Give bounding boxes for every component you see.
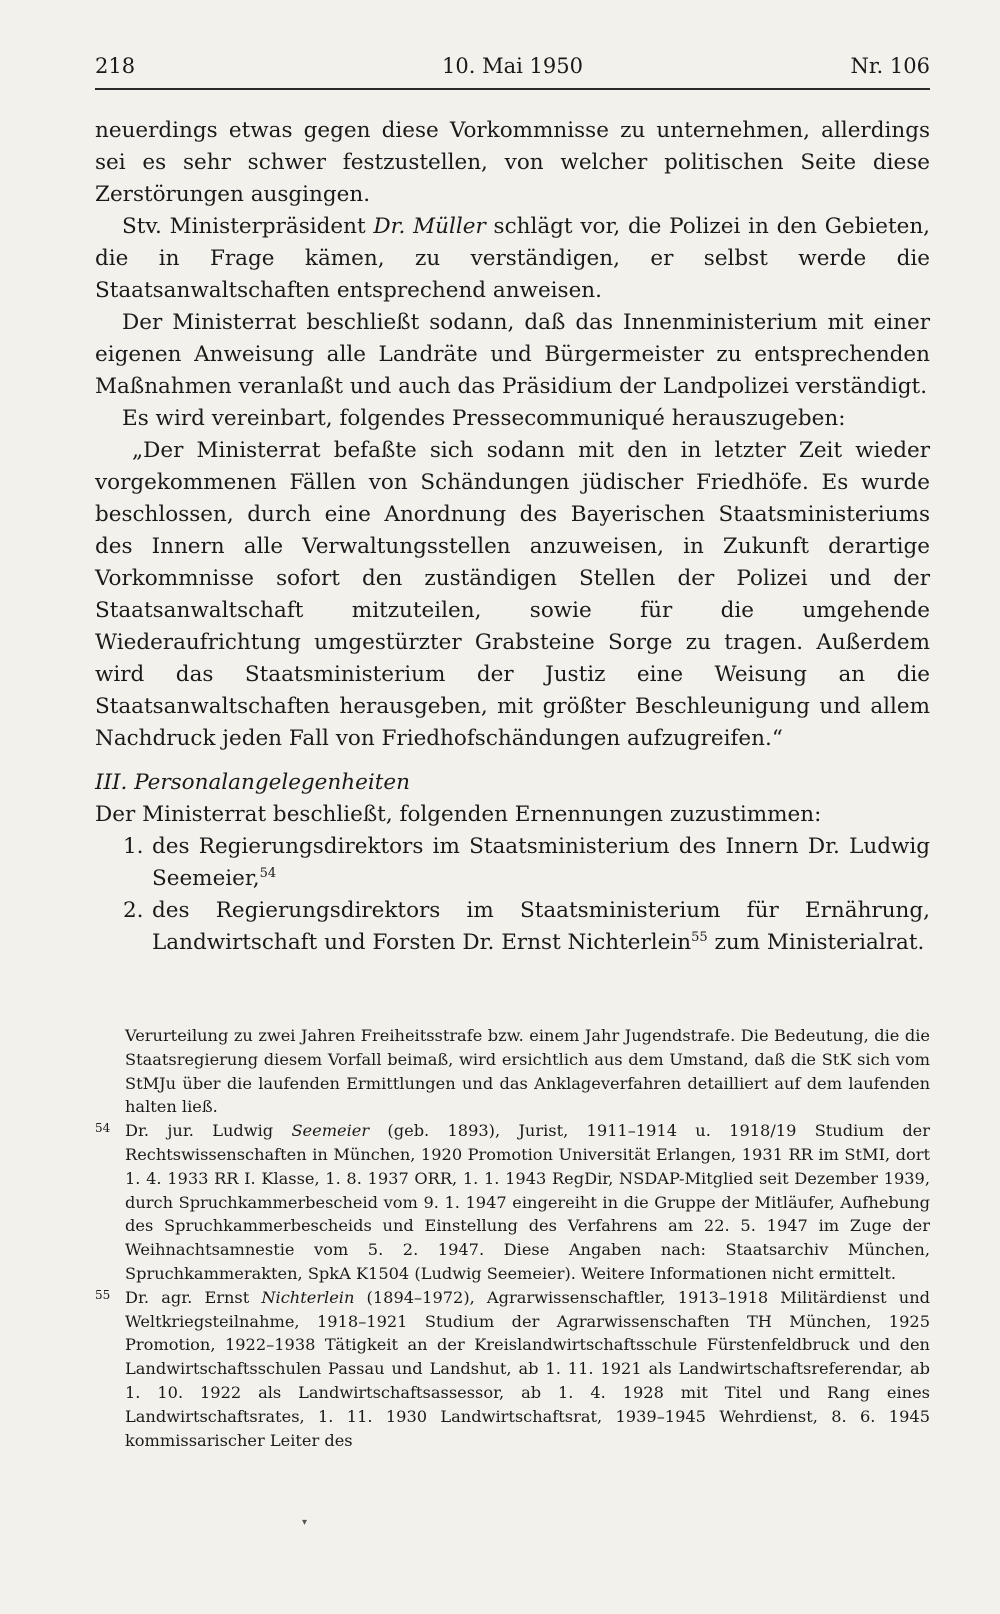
paragraph-4: Es wird vereinbart, folgendes Pressecommuniqué herauszugeben: [122,406,846,431]
footnote-text: (geb. 1893), Jurist, 1911–1914 u. 1918/19 Studium der Rechtswissenschaften in München, 1920 Promotion Universität Erlangen, 1931 RR im StMI, dort 1. 4. 1933 RR I. Klasse, 1. 8. 1937 ORR, 1. 1. 1943 RegDir, NSDAP-Mitglied seit Dezember 1939, durch Spruchkammerbescheid vom 9. 1. 1947 eingereiht in die Gruppe der Mitläufer, Aufhebung des Spruchkammerbescheids und Einstellung des Verfahrens am 22. 5. 1947 im Zuge der Weihnachtsamnestie vom 5. 2. 1947. Diese Angaben nach: Staatsarchiv München, Spruchkammerakten, SpkA K1504 (Ludwig Seemeier). Weitere Informationen nicht ermittelt. [125,1121,931,1283]
footnote-person: Nichterlein [261,1287,355,1307]
page-number: 218 [95,54,136,78]
press-communique: „Der Ministerrat befaßte sich sodann mit den in letzter Zeit wieder vorgekommenen Fällen von Schändungen jüdischer Friedhöfe. Es wurde beschlossen, durch eine Anordnung des Bayerischen Staatsministeriums des Innern alle Verwaltungsstellen anzuweisen, in Zukunft derartige Vorkommnisse sofort den zuständigen Stellen der Polizei und der Staatsanwaltschaft mitzuteilen, sowie für die umgehende Wiederaufrichtung umgestürzter Grabsteine Sorge zu tragen. Außerdem wird das Staatsministerium der Justiz eine Weisung an die Staatsanwaltschaften herausgeben, mit größter Beschleunigung und allem Nachdruck jeden Fall von Friedhofschändungen aufzugreifen.“ [95,438,930,751]
footnote-number: 55 [95,1287,111,1302]
header-date: 10. Mai 1950 [442,54,583,78]
speaker-name: Dr. Müller [373,214,486,239]
main-text [95,115,930,959]
paragraph-1: neuerdings etwas gegen diese Vorkommnisse zu unternehmen, allerdings sei es sehr schwer festzustellen, von welcher politischen Seite diese Zerstörungen ausgingen. [95,118,930,207]
footnotes [95,1024,930,1452]
footnote-person: Seemeier [291,1121,370,1141]
protocol-number: Nr. 106 [850,54,930,78]
page-mark: ▾ [302,1517,308,1528]
footnote-text: Dr. agr. Ernst [125,1287,262,1307]
paragraph-6: Der Ministerrat beschließt, folgenden Ernennungen zuzustimmen: [95,802,822,827]
header-rule [95,88,930,90]
footnote-ref: 54 [259,866,277,881]
footnote-55 [95,1286,930,1453]
running-header [95,48,930,88]
list-item [95,895,930,959]
section-heading: III. Personalangelegenheiten [95,770,410,795]
paragraph-2-start: Stv. Ministerpräsident [122,214,374,239]
footnote-text: Dr. jur. Ludwig [125,1121,292,1141]
list-item [95,831,930,895]
list-item-number: 2. [123,898,144,923]
paragraph-3: Der Ministerrat beschließt sodann, daß das Innenministerium mit einer eigenen Anweisung alle Landräte und Bürgermeister zu entsprechenden Maßnahmen veranlaßt und auch das Präsidium der Landpolizei verständigt. [95,310,930,399]
list-item-number: 1. [123,834,144,859]
footnote-54 [95,1119,930,1286]
footnote-ref: 55 [691,930,708,945]
list-item-text: des Regierungsdirektors im Staatsministerium für Ernährung, Landwirtschaft und Forsten Dr. Ernst Nichterlein [152,898,930,955]
footnote-text: (1894–1972), Agrarwissenschaftler, 1913–1918 Militärdienst und Weltkriegsteilnahme, 1918–1921 Studium der Agrarwissenschaften TH München, 1925 Promotion, 1922–1938 Tätigkeit an der Kreislandwirtschaftsschule Fürstenfeldbruck und den Landwirtschaftsschulen Passau und Landshut, ab 1. 11. 1921 als Landwirtschaftsreferendar, ab 1. 10. 1922 als Landwirtschaftsassessor, ab 1. 4. 1928 mit Titel und Rang eines Landwirtschaftsrates, 1. 11. 1930 Landwirtschaftsrat, 1939–1945 Wehrdienst, 8. 6. 1945 kommissarischer Leiter des [125,1287,931,1450]
list-item-text-end: zum Ministerialrat. [707,930,925,955]
paragraph-2 [95,211,930,307]
footnote-continued: Verurteilung zu zwei Jahren Freiheitsstrafe bzw. einem Jahr Jugendstrafe. Die Bedeutung, die die Staatsregierung diesem Vorfall beimaß, wird ersichtlich aus dem Umstand, daß die StK sich vom StMJu über die laufenden Ermittlungen und das Anklageverfahren detailliert auf dem laufenden halten ließ. [125,1026,930,1117]
list-item-text: des Regierungsdirektors im Staatsministerium des Innern Dr. Ludwig Seemeier, [152,834,930,891]
footnote-number: 54 [95,1121,111,1136]
paragraph-2-end: schlägt vor, die Polizei in den Gebieten, die in Frage kämen, zu verständigen, er selbst werde die Staatsanwaltschaften entsprechend anweisen. [95,214,931,303]
